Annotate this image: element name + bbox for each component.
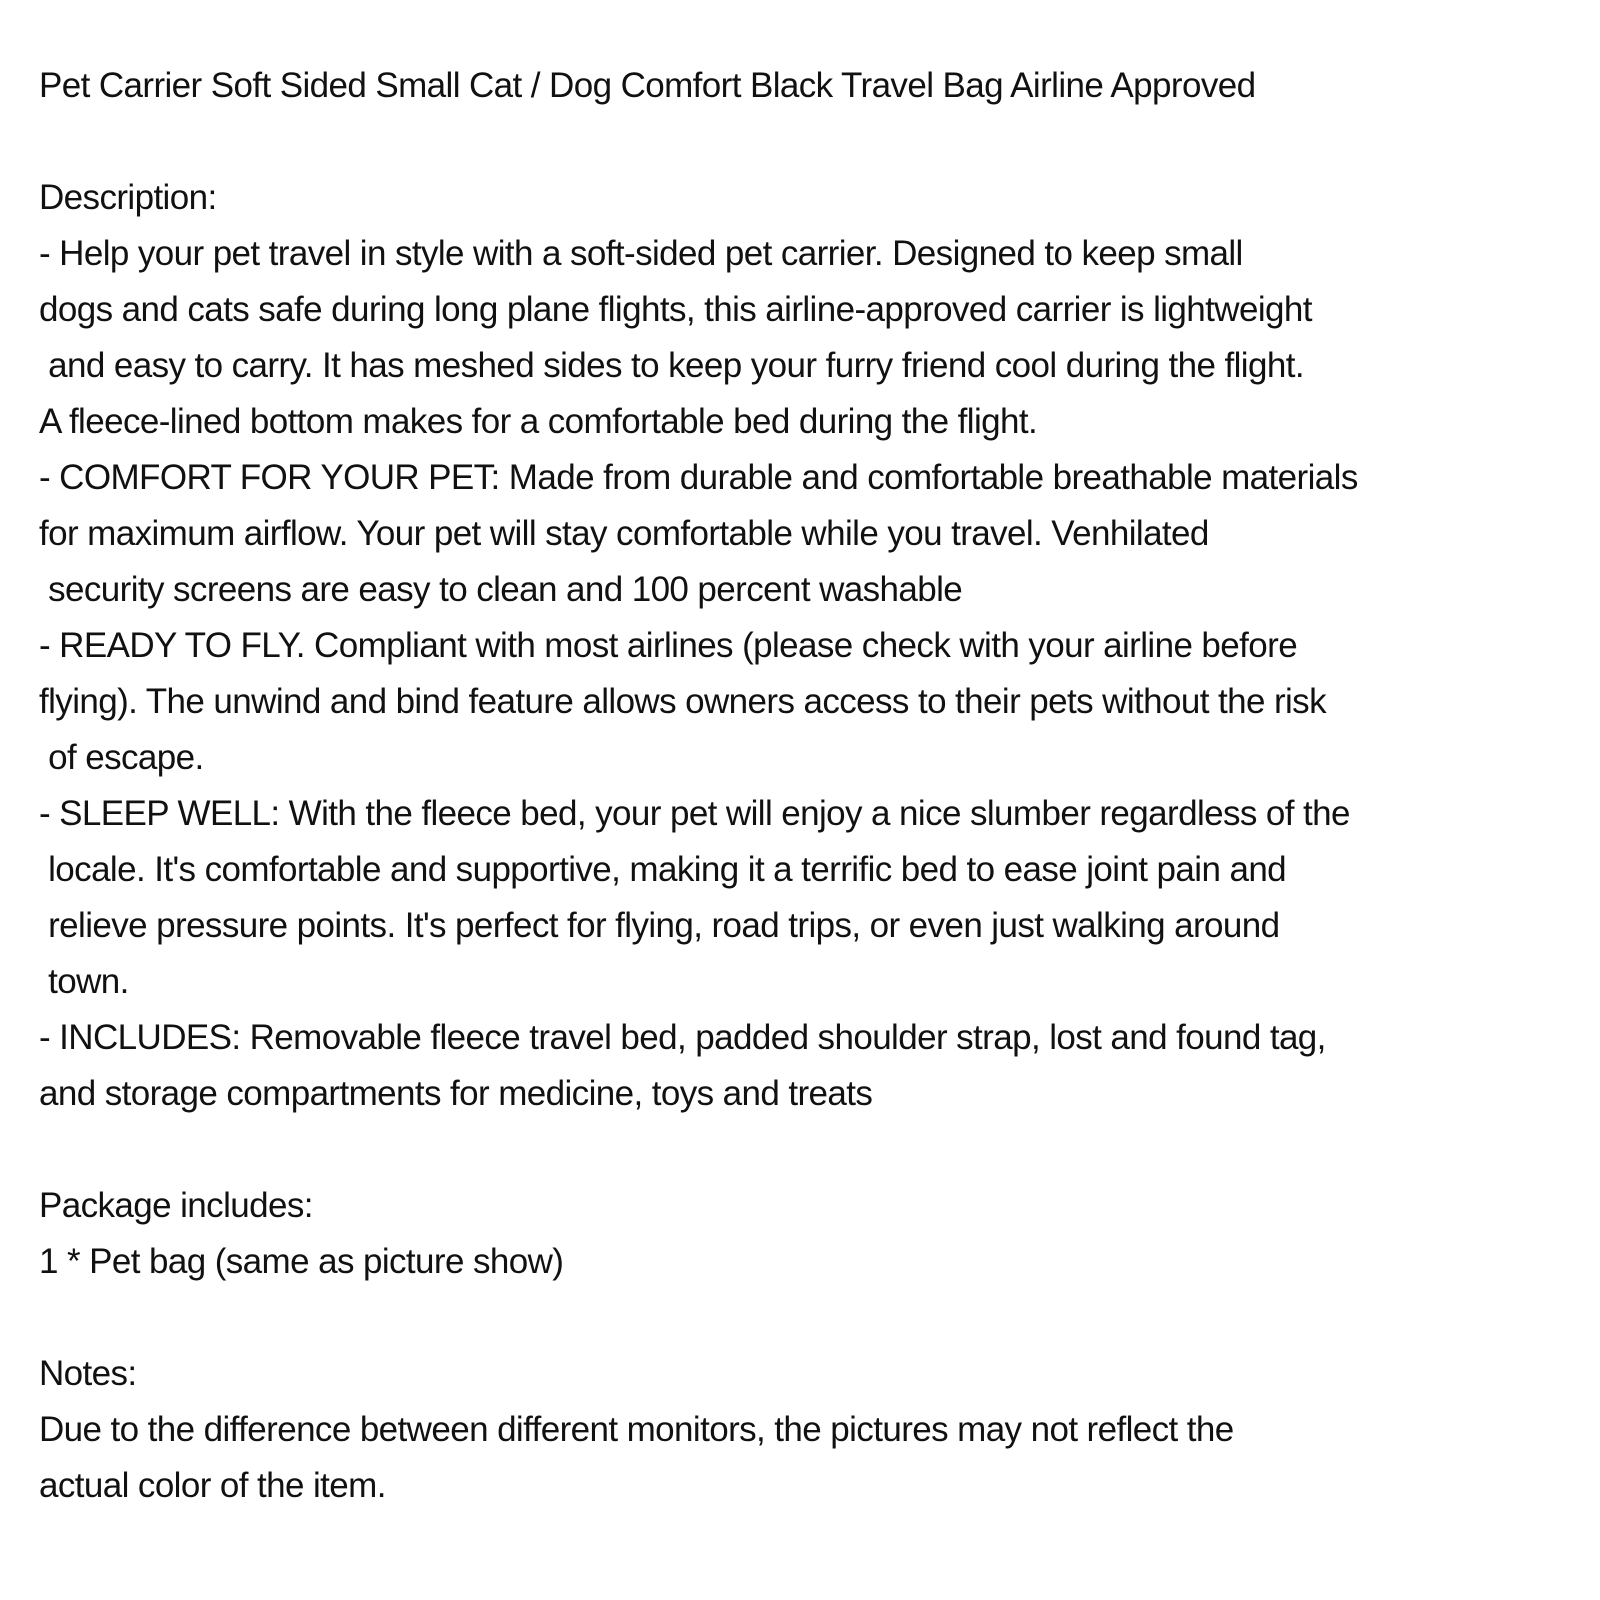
description-line: dogs and cats safe during long plane flights, this airline-approved carrier is lightweight xyxy=(39,290,1312,329)
spacer xyxy=(39,114,1358,170)
spacer xyxy=(39,1290,1358,1346)
notes-line: Due to the difference between different monitors, the pictures may not reflect the xyxy=(39,1410,1234,1449)
description-line: town. xyxy=(39,962,129,1001)
spacer xyxy=(39,1122,1358,1178)
package-heading: Package includes: xyxy=(39,1186,313,1225)
product-title: Pet Carrier Soft Sided Small Cat / Dog Comfort Black Travel Bag Airline Approved xyxy=(39,66,1256,105)
description-line: - COMFORT FOR YOUR PET: Made from durable and comfortable breathable materials xyxy=(39,458,1358,497)
description-line: A fleece-lined bottom makes for a comfortable bed during the flight. xyxy=(39,402,1038,441)
description-line: locale. It's comfortable and supportive, making it a terrific bed to ease joint pain and xyxy=(39,850,1287,889)
description-line: of escape. xyxy=(39,738,204,777)
description-line: - READY TO FLY. Compliant with most airlines (please check with your airline before xyxy=(39,626,1298,665)
description-line: and easy to carry. It has meshed sides to keep your furry friend cool during the flight. xyxy=(39,346,1304,385)
description-line: - Help your pet travel in style with a soft-sided pet carrier. Designed to keep small xyxy=(39,234,1243,273)
notes-line: actual color of the item. xyxy=(39,1466,386,1505)
description-line: and storage compartments for medicine, toys and treats xyxy=(39,1074,873,1113)
description-line: flying). The unwind and bind feature allows owners access to their pets without the risk xyxy=(39,682,1326,721)
description-line: for maximum airflow. Your pet will stay comfortable while you travel. Venhilated xyxy=(39,514,1209,553)
description-line: - INCLUDES: Removable fleece travel bed, padded shoulder strap, lost and found tag, xyxy=(39,1018,1326,1057)
package-line: 1 * Pet bag (same as picture show) xyxy=(39,1242,564,1281)
description-heading: Description: xyxy=(39,178,217,217)
description-line: relieve pressure points. It's perfect for flying, road trips, or even just walking around xyxy=(39,906,1280,945)
description-line: - SLEEP WELL: With the fleece bed, your pet will enjoy a nice slumber regardless of the xyxy=(39,794,1350,833)
product-description-document xyxy=(39,58,1358,1514)
notes-heading: Notes: xyxy=(39,1354,137,1393)
description-line: security screens are easy to clean and 100 percent washable xyxy=(39,570,963,609)
